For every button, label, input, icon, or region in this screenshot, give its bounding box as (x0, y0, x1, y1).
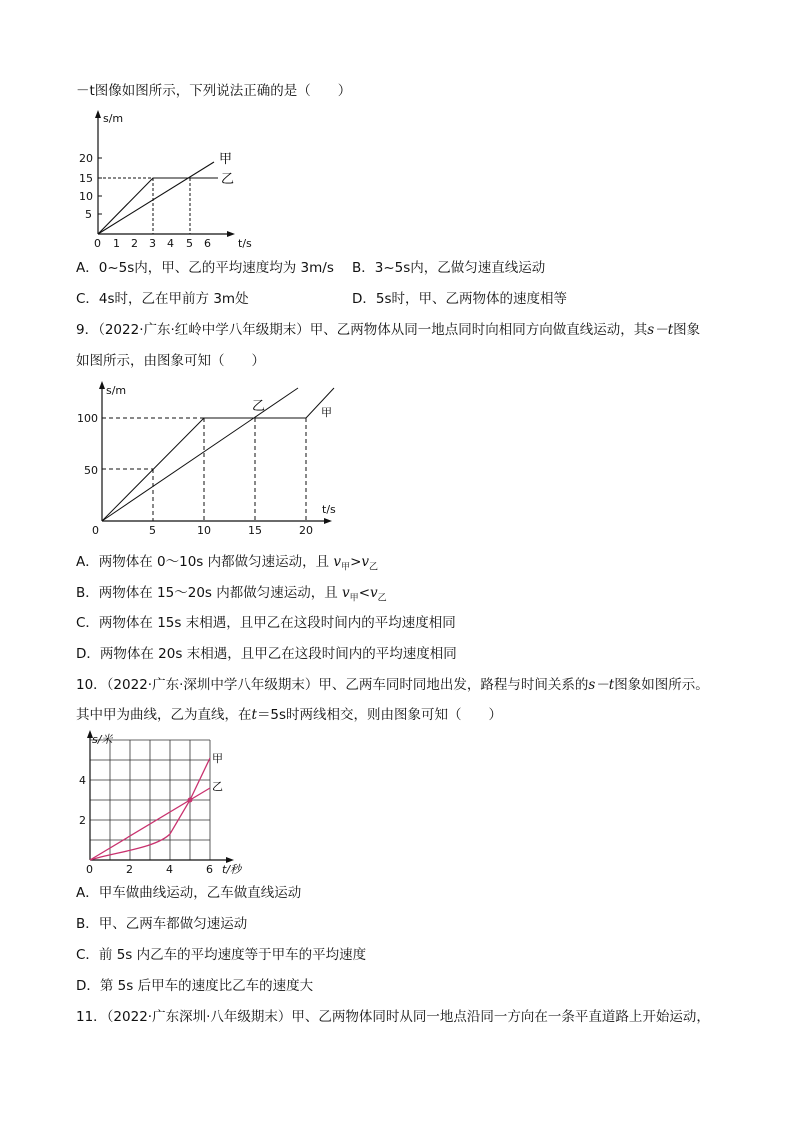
q8-xtick-1: 1 (113, 237, 120, 250)
q10-x-label: t/秒 (222, 863, 242, 876)
q8-y-label: s/m (103, 112, 124, 125)
q8-ytick-10: 10 (79, 190, 93, 203)
q9-option-b[interactable]: B．两物体在 15～20s 内都做匀速运动，且 $v_甲<v_乙$ (76, 585, 387, 604)
q10-y-label: s/米 (92, 733, 113, 746)
q10-xtick-0: 0 (86, 863, 93, 876)
q8-xtick-5: 5 (186, 237, 193, 250)
q9-line-jia (102, 388, 334, 521)
q10-stem-line2: 其中甲为曲线，乙为直线，在t＝5s时两线相交，则由图象可知（ ） (76, 707, 503, 723)
q8-xtick-2: 2 (131, 237, 138, 250)
q9-line-yi (102, 388, 298, 521)
q8-label-jia: 甲 (219, 152, 233, 167)
q9-option-a[interactable]: A．两物体在 0～10s 内都做匀速运动，且 $v_甲>v_乙$ (76, 554, 379, 573)
q10-ytick-4: 4 (79, 774, 86, 787)
q9-option-c[interactable]: C．两物体在 15s 末相遇，且甲乙在这段时间内的平均速度相同 (76, 615, 456, 631)
q10-stem-line1: 10．（2022·广东·深圳中学八年级期末）甲、乙两车同时同地出发，路程与时间关系的s－t图象如图所示。 (76, 677, 709, 693)
q10-label-yi: 乙 (212, 780, 223, 793)
q8-x-arrow (227, 231, 235, 237)
q8-label-yi: 乙 (221, 172, 235, 187)
q10-option-b[interactable]: B．甲、乙两车都做匀速运动 (76, 916, 248, 932)
q8-xtick-0: 0 (94, 237, 101, 250)
q8-line-yi (98, 178, 218, 234)
q9-xtick-5: 5 (149, 524, 156, 537)
q8-xtick-6: 6 (204, 237, 211, 250)
q8-ytick-15: 15 (79, 172, 93, 185)
q8-y-arrow (95, 110, 101, 118)
q10-ytick-2: 2 (79, 814, 86, 827)
q8-option-a[interactable]: A．0~5s内，甲、乙的平均速度均为 3m/s (76, 260, 334, 276)
q10-xtick-2: 2 (126, 863, 133, 876)
q9-xtick-20: 20 (299, 524, 313, 537)
q10-xtick-6: 6 (206, 863, 213, 876)
q9-stem-line1: 9．（2022·广东·红岭中学八年级期末）甲、乙两物体从同一地点同时向相同方向做直线运动，其s－t图象 (76, 322, 701, 338)
q9-ytick-100: 100 (77, 412, 98, 425)
q8-st-graph (70, 108, 270, 250)
q10-st-graph (76, 730, 266, 878)
q10-xtick-4: 4 (166, 863, 173, 876)
q9-stem-line2: 如图所示，由图象可知（ ） (76, 353, 265, 369)
q9-y-label: s/m (106, 384, 127, 397)
q9-x-label: t/s (322, 503, 336, 516)
q8-x-label: t/s (238, 237, 252, 250)
q9-ytick-50: 50 (84, 464, 98, 477)
q9-x-arrow (324, 518, 332, 524)
q8-xtick-4: 4 (167, 237, 174, 250)
q10-option-c[interactable]: C．前 5s 内乙车的平均速度等于甲车的平均速度 (76, 947, 367, 963)
q9-y-arrow (99, 381, 105, 389)
q8-intro: －t图像如图所示，下列说法正确的是（ ） (76, 83, 352, 99)
q8-ytick-5: 5 (85, 208, 92, 221)
q8-line-jia (98, 162, 214, 234)
q10-option-a[interactable]: A．甲车做曲线运动，乙车做直线运动 (76, 885, 302, 901)
q8-option-d[interactable]: D．5s时，甲、乙两物体的速度相等 (352, 291, 568, 307)
q9-xtick-15: 15 (248, 524, 262, 537)
q10-option-d[interactable]: D．第 5s 后甲车的速度比乙车的速度大 (76, 978, 314, 994)
q11-stem: 11．（2022·广东深圳·八年级期末）甲、乙两物体同时从同一地点沿同一方向在一条平直道路上开始运动， (76, 1009, 710, 1025)
q10-label-jia: 甲 (212, 752, 223, 765)
q9-option-d[interactable]: D．两物体在 20s 末相遇，且甲乙在这段时间内的平均速度相同 (76, 646, 457, 662)
q9-xtick-10: 10 (197, 524, 211, 537)
q9-label-yi: 乙 (252, 399, 266, 414)
q8-ytick-20: 20 (79, 152, 93, 165)
q9-xtick-0: 0 (92, 524, 99, 537)
q8-option-b[interactable]: B．3~5s内，乙做匀速直线运动 (352, 260, 546, 276)
q8-xtick-3: 3 (149, 237, 156, 250)
q10-intersection-point (188, 798, 193, 803)
q9-label-jia: 甲 (321, 406, 332, 419)
q8-option-c[interactable]: C．4s时，乙在甲前方 3m处 (76, 291, 249, 307)
q9-st-graph (76, 378, 366, 540)
